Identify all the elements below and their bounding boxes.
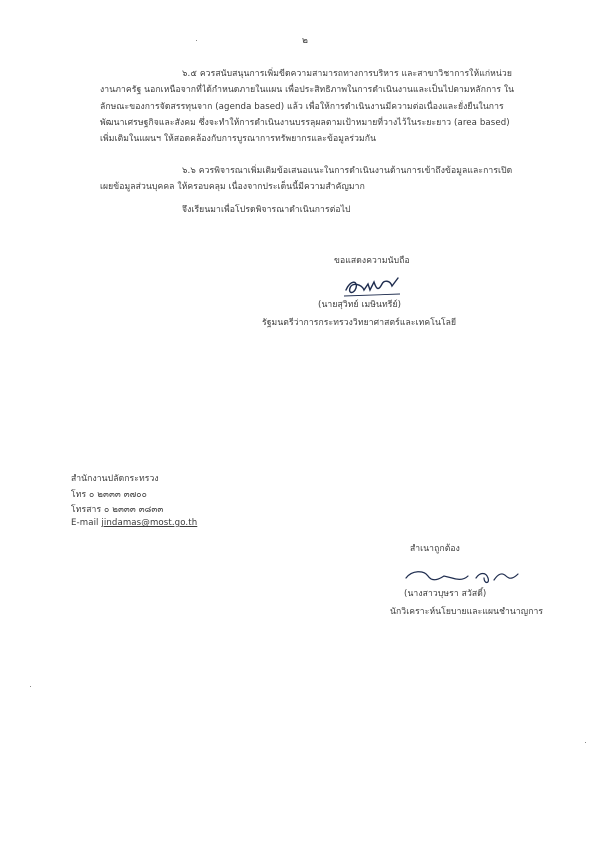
email-label: E-mail bbox=[71, 518, 99, 528]
body-paragraph-1: ๖.๕ ควรสนับสนุนการเพิ่มขีดความสามารถทางการบริหาร และสาขาวิชาการให้แก่หน่วยงานภาครัฐ นอกเหนือจากที่ได้กำหนดภายในแผน เพื่อประสิทธิภาพในการดำเนินงานและเป็นไปตามหลักการ ในลักษณะของการจัดสรรทุนจาก (agenda based) แล้ว เพื่อให้การดำเนินงานมีความต่อเนื่องและยั่งยืนในการพัฒนาเศรษฐกิจและสังคม ซึ่งจะทำให้การดำเนินงานบรรลุผลตามเป้าหมายที่วางไว้ในระยะยาว (area based) เพิ่มเติมในแผนฯ ให้สอดคล้องกับการบูรณาการทรัพยากรและข้อมูลร่วมกัน bbox=[100, 69, 515, 145]
closing-salutation: ขอแสดงความนับถือ bbox=[334, 256, 410, 266]
certifier-position: นักวิเคราะห์นโยบายและแผนชำนาญการ bbox=[390, 607, 544, 617]
body-paragraph-2: ๖.๖ ควรพิจารณาเพิ่มเติมข้อเสนอแนะในการดำเนินงานด้านการเข้าถึงข้อมูลและการเปิดเผยข้อมูลส่วนบุคคล ให้ครอบคลุม เนื่องจากประเด็นนี้มีความสำคัญมาก bbox=[100, 166, 513, 193]
signatory-name: (นายสุวิทย์ เมษินทรีย์) bbox=[318, 300, 402, 310]
email-link[interactable]: jindamas@most.go.th bbox=[101, 518, 198, 528]
certifier-signature bbox=[402, 566, 522, 588]
contact-tel: โทร ๐ ๒๓๓๓ ๓๗๐๐ bbox=[71, 490, 147, 500]
certifier-name: (นางสาวบุษรา สวัสดิ์) bbox=[404, 589, 487, 599]
page-number: ๒ bbox=[302, 36, 309, 46]
scan-speck bbox=[196, 40, 197, 41]
scan-speck bbox=[30, 686, 31, 687]
certified-copy-label: สำเนาถูกต้อง bbox=[410, 544, 460, 554]
signatory-position: รัฐมนตรีว่าการกระทรวงวิทยาศาสตร์และเทคโนโลยี bbox=[262, 318, 457, 328]
body-paragraph-3: จึงเรียนมาเพื่อโปรดพิจารณาดำเนินการต่อไป bbox=[182, 205, 351, 215]
contact-office: สำนักงานปลัดกระทรวง bbox=[71, 474, 159, 484]
contact-fax: โทรสาร ๐ ๒๓๓๓ ๓๘๓๓ bbox=[71, 505, 164, 515]
contact-email-line bbox=[71, 518, 197, 529]
minister-signature bbox=[342, 274, 402, 300]
scan-speck bbox=[585, 742, 586, 743]
